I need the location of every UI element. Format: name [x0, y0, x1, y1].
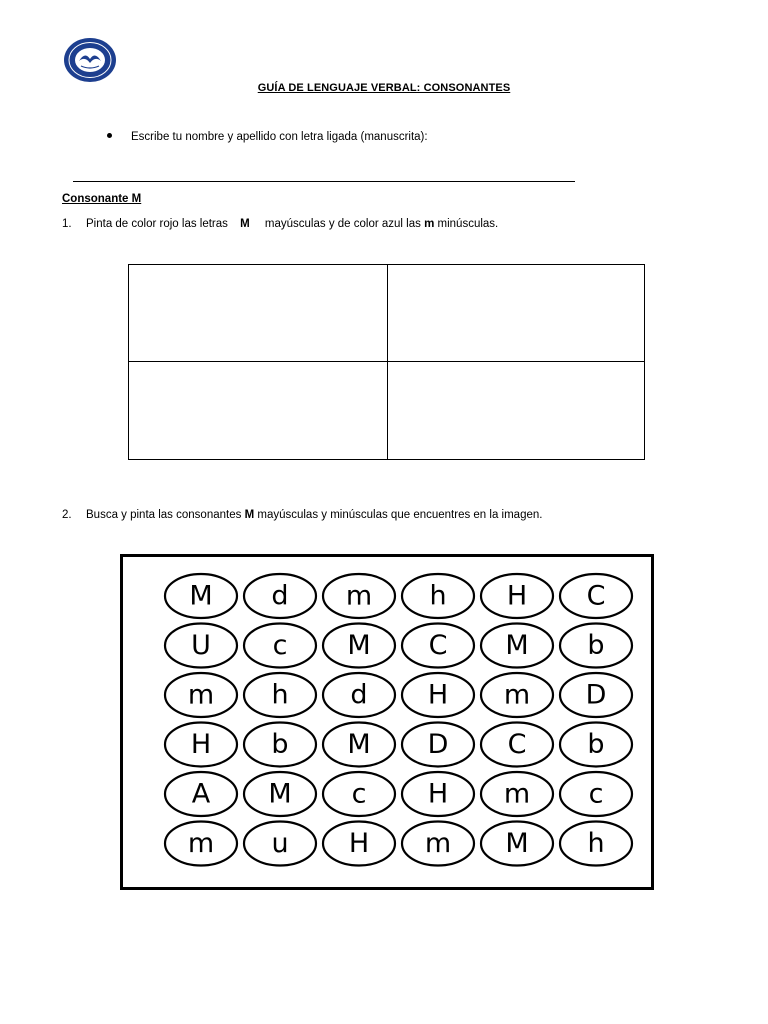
letter-bubble[interactable]	[244, 723, 316, 767]
letter-bubble-letter: m	[503, 778, 531, 810]
letter-bubble[interactable]	[244, 673, 316, 717]
letter-bubble-letter: b	[271, 729, 289, 760]
school-seal-icon	[63, 37, 117, 83]
table-divider-horizontal	[129, 361, 644, 362]
letter-bubble[interactable]	[402, 673, 474, 717]
instruction-2	[62, 509, 542, 521]
letter-bubble-letter: D	[585, 679, 607, 711]
letter-bubble[interactable]	[244, 574, 316, 618]
school-logo	[63, 37, 117, 83]
letter-bubble[interactable]	[402, 624, 474, 668]
letter-bubble-letter: H	[427, 778, 449, 810]
name-writing-line[interactable]	[73, 181, 575, 182]
instruction-1-text-b: mayúsculas y de color azul las	[264, 218, 421, 230]
letter-bubble[interactable]	[165, 574, 237, 618]
letter-bubble-letter: H	[427, 679, 449, 711]
letter-bubble[interactable]	[323, 772, 395, 816]
name-prompt	[107, 131, 428, 143]
letter-bubble-letter: M	[505, 630, 529, 661]
section-heading: Consonante M	[62, 193, 142, 205]
letter-bubble-letter: h	[587, 828, 605, 859]
letter-bubble[interactable]	[402, 772, 474, 816]
instruction-2-letter-upper: M	[244, 509, 255, 521]
instruction-2-number: 2.	[62, 509, 72, 521]
letter-bubble-letter: C	[428, 630, 448, 661]
letter-bubble-letter: m	[345, 580, 373, 612]
letter-bubble-letter: M	[505, 828, 529, 859]
letter-bubble-letter: b	[587, 630, 605, 661]
letter-bubble[interactable]	[323, 673, 395, 717]
letter-bubble[interactable]	[481, 723, 553, 767]
writing-cell-3[interactable]	[129, 362, 387, 459]
letter-bubble-letter: m	[187, 828, 215, 859]
letter-bubble[interactable]	[323, 723, 395, 767]
letter-bubble[interactable]	[402, 822, 474, 866]
instruction-1-text-a: Pinta de color rojo las letras	[86, 218, 228, 230]
letter-bubble-letter: C	[586, 580, 606, 612]
name-prompt-text: Escribe tu nombre y apellido con letra ligada (manuscrita):	[131, 131, 428, 143]
instruction-1-number: 1.	[62, 218, 72, 230]
letter-bubble[interactable]	[481, 772, 553, 816]
letter-bubble[interactable]	[165, 624, 237, 668]
bullet-icon	[107, 133, 112, 138]
letter-bubble[interactable]	[165, 822, 237, 866]
letter-bubble[interactable]	[402, 723, 474, 767]
letter-bubble-letter: d	[271, 580, 289, 612]
letter-bubble-letter: D	[427, 729, 449, 760]
letter-bubble[interactable]	[560, 772, 632, 816]
letter-bubble[interactable]	[481, 822, 553, 866]
instruction-1-text-c: minúsculas.	[437, 218, 499, 230]
letter-bubble[interactable]	[165, 723, 237, 767]
letter-bubble[interactable]	[244, 624, 316, 668]
letter-bubble-letter: c	[351, 778, 367, 810]
letter-bubble-letter: b	[587, 729, 605, 760]
instruction-1-letter-upper: M	[240, 218, 250, 230]
letter-bubble-letter: M	[347, 729, 371, 760]
letter-bubble[interactable]	[323, 574, 395, 618]
writing-cell-1[interactable]	[129, 265, 387, 361]
letter-bubble-letter: u	[271, 828, 289, 859]
letter-bubble-letter: d	[350, 679, 368, 711]
letter-bubble[interactable]	[402, 574, 474, 618]
letter-bubble[interactable]	[244, 772, 316, 816]
letter-bubble-letter: H	[190, 729, 212, 760]
letter-bubble-letter: c	[588, 778, 604, 810]
letter-bubble-letter: C	[507, 729, 527, 760]
letter-bubble-letter: h	[271, 679, 289, 711]
letter-bubble-letter: H	[506, 580, 528, 612]
letter-bubble-letter: M	[347, 630, 371, 661]
table-divider-vertical	[387, 265, 388, 459]
letter-bubble-letter: M	[189, 580, 213, 612]
letter-bubble[interactable]	[481, 624, 553, 668]
letter-bubble[interactable]	[560, 574, 632, 618]
letter-bubble[interactable]	[560, 723, 632, 767]
letter-bubble[interactable]	[560, 822, 632, 866]
letter-bubble[interactable]	[165, 772, 237, 816]
letter-bubble[interactable]	[560, 673, 632, 717]
instruction-2-text-b: mayúsculas y minúsculas que encuentres en la imagen.	[257, 509, 543, 521]
letter-bubble-letter: M	[268, 778, 292, 810]
writing-cell-4[interactable]	[388, 362, 644, 459]
letter-bubble-letter: A	[191, 778, 211, 810]
letter-bubble-letter: m	[424, 828, 452, 859]
letter-bubble-letter: c	[272, 630, 288, 661]
letter-bubble-letter: H	[348, 828, 370, 859]
letter-bubble[interactable]	[481, 574, 553, 618]
instruction-2-text-a: Busca y pinta las consonantes	[86, 509, 242, 521]
letter-bubble[interactable]	[323, 624, 395, 668]
page-title: GUÍA DE LENGUAJE VERBAL: CONSONANTES	[257, 82, 511, 94]
letter-bubble[interactable]	[244, 822, 316, 866]
letter-bubble-letter: m	[503, 679, 531, 711]
letter-bubble-letter: U	[191, 630, 211, 661]
instruction-1	[62, 218, 498, 230]
writing-cell-2[interactable]	[388, 265, 644, 361]
letter-board	[120, 554, 654, 890]
letter-bubble[interactable]	[560, 624, 632, 668]
letter-bubble-letter: h	[429, 580, 447, 612]
letter-bubble[interactable]	[481, 673, 553, 717]
letter-bubble[interactable]	[323, 822, 395, 866]
letter-bubble[interactable]	[165, 673, 237, 717]
letter-bubbles	[123, 557, 651, 887]
writing-table	[128, 264, 645, 460]
instruction-1-letter-lower: m	[424, 218, 435, 230]
letter-bubble-letter: m	[187, 679, 215, 711]
